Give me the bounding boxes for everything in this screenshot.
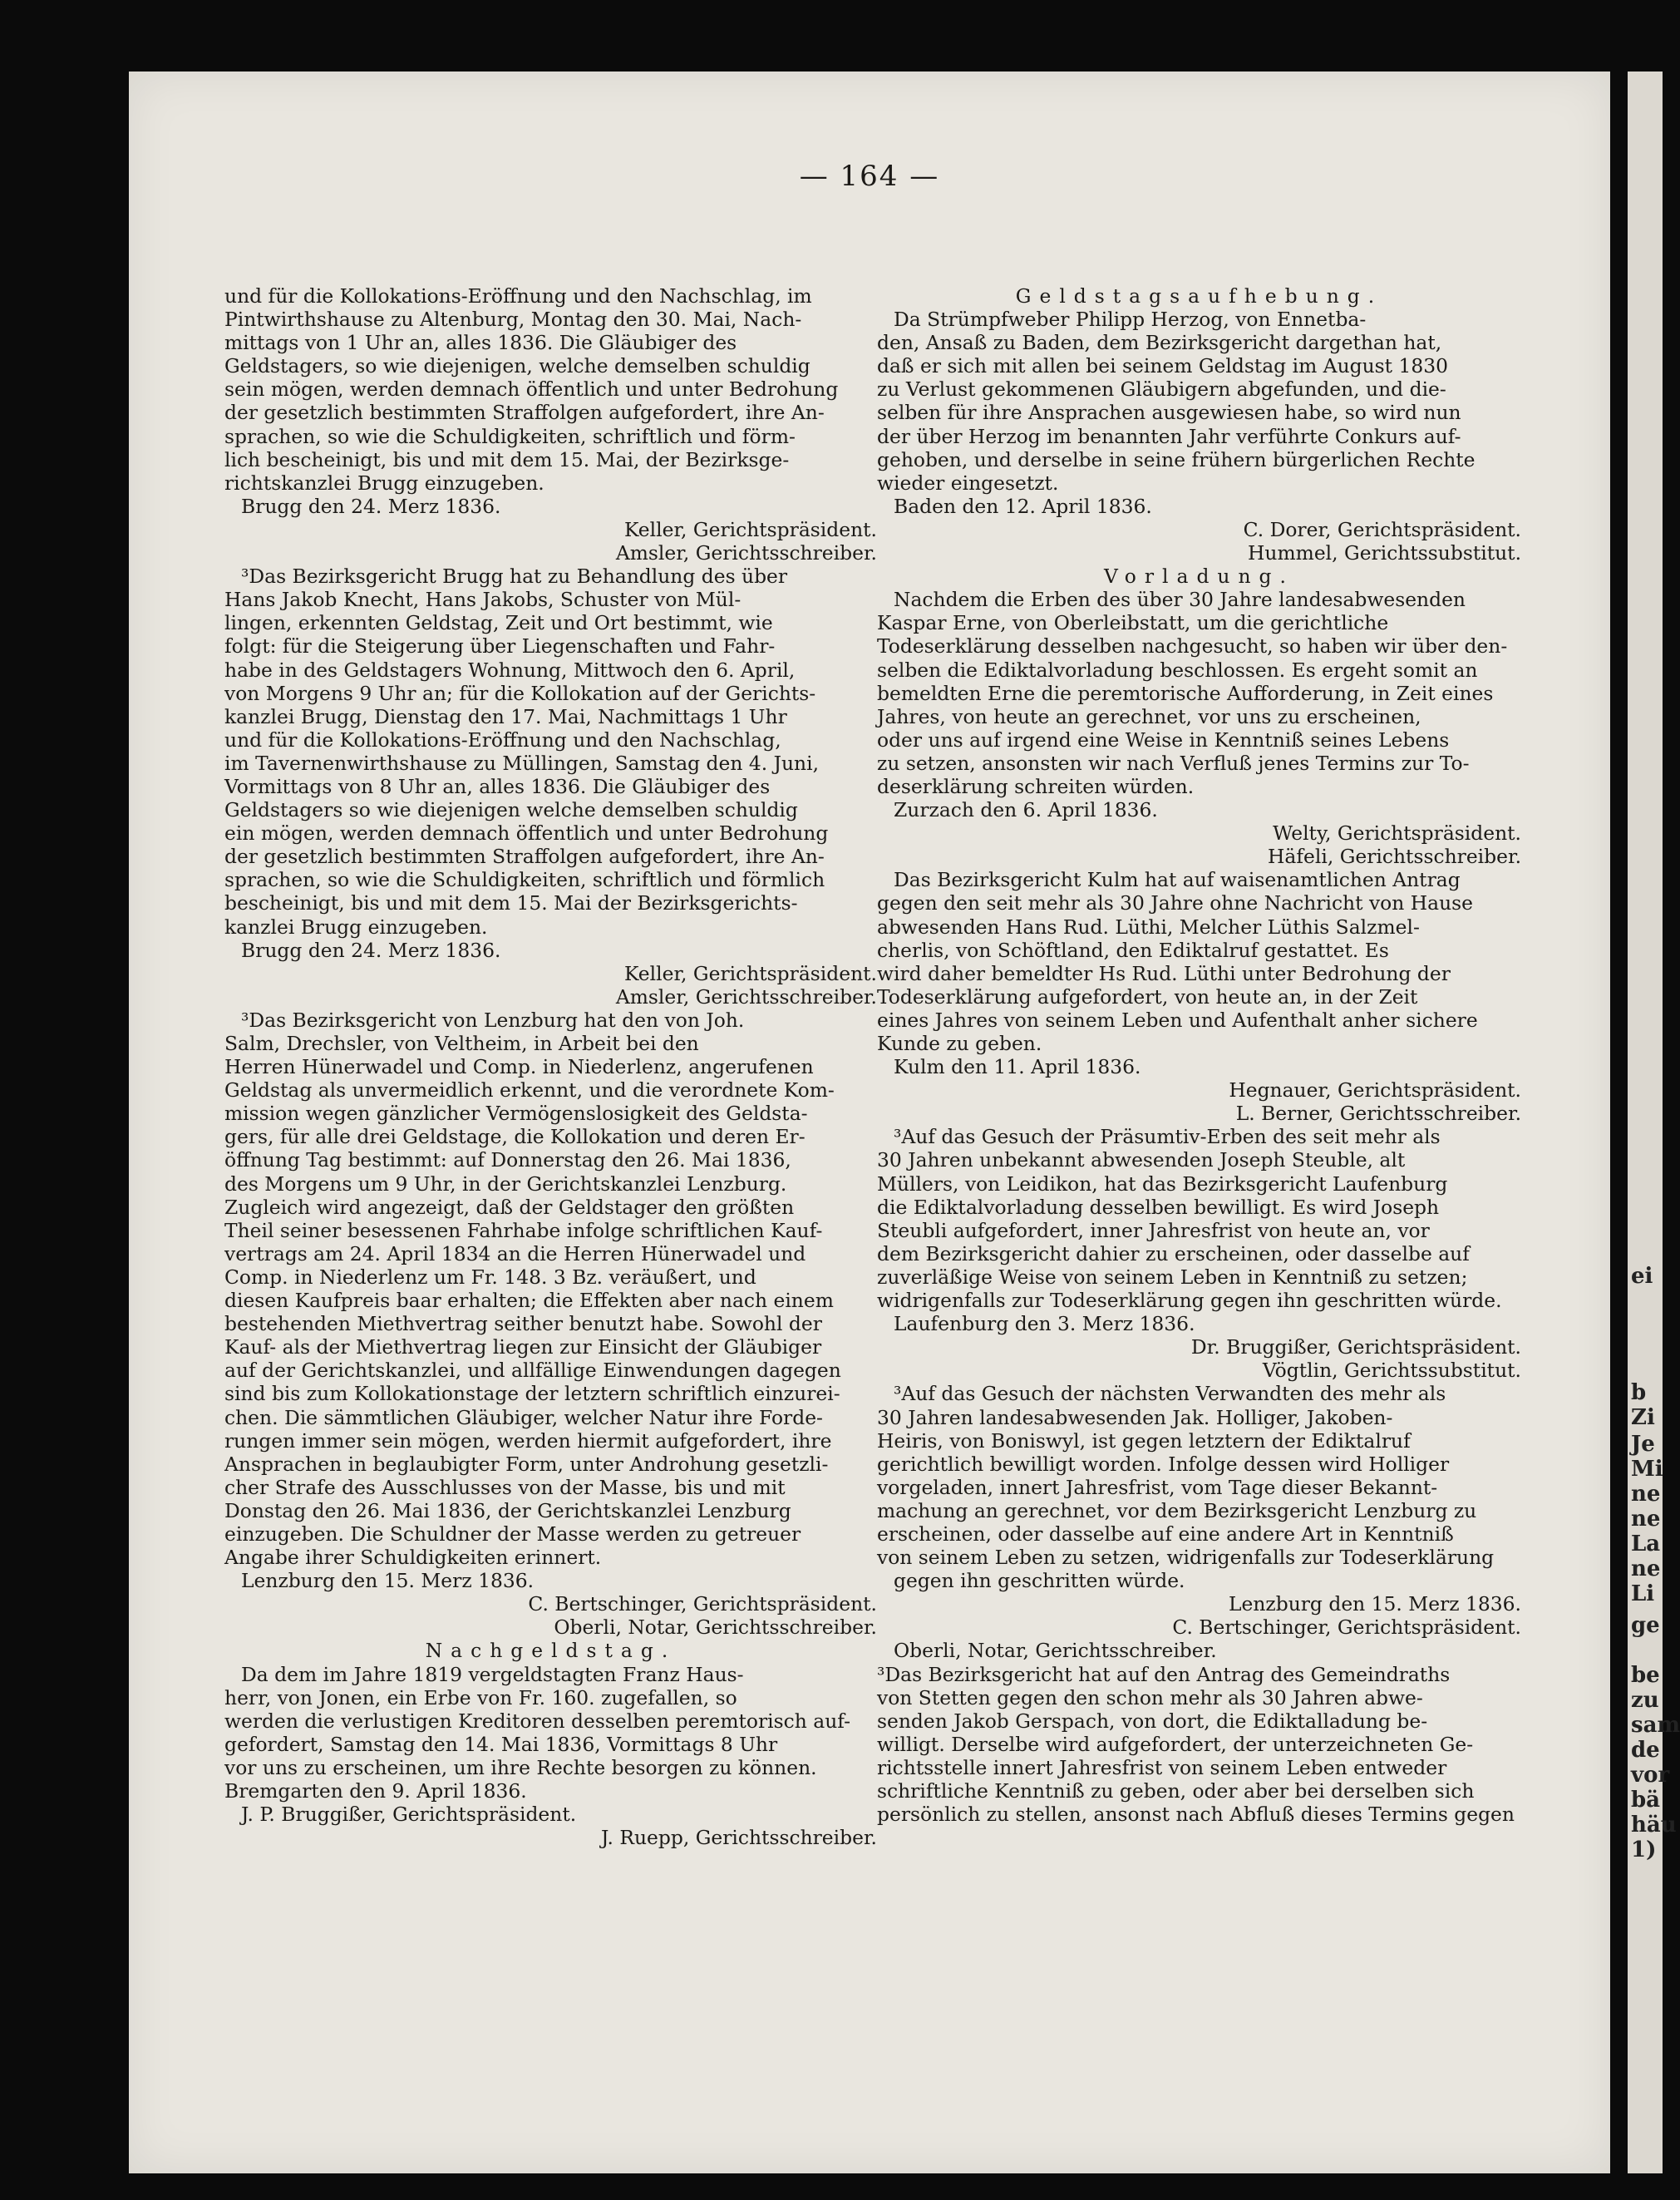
- text-line: zuverläßige Weise von seinem Leben in Kenntniß zu setzen;: [877, 1265, 1468, 1289]
- text-line: ³Das Bezirksgericht Brugg hat zu Behandlung des über: [241, 565, 788, 589]
- text-line: Ansprachen in beglaubigter Form, unter Androhung gesetzli-: [224, 1452, 829, 1476]
- text-line: dem Bezirksgericht dahier zu erscheinen, oder dasselbe auf: [877, 1241, 1470, 1265]
- text-line: ³Auf das Gesuch der nächsten Verwandten des mehr als: [894, 1382, 1446, 1406]
- text-line: 30 Jahren landesabwesenden Jak. Holliger, Jakoben-: [877, 1405, 1393, 1429]
- text-line: diesen Kaufpreis baar erhalten; die Effekten aber nach einem: [224, 1289, 834, 1313]
- text-line: Todeserklärung aufgefordert, von heute an, in der Zeit: [877, 984, 1418, 1009]
- text-line: wird daher bemeldter Hs Rud. Lüthi unter Bedrohung der: [877, 961, 1451, 985]
- text-line: gefordert, Samstag den 14. Mai 1836, Vormittags 8 Uhr: [224, 1732, 778, 1756]
- text-line: persönlich zu stellen, ansonst nach Abfluß dieses Termins gegen: [877, 1803, 1515, 1827]
- text-line: Baden den 12. April 1836.: [894, 494, 1152, 518]
- text-line: Oberli, Notar, Gerichtsschreiber.: [554, 1615, 877, 1640]
- text-line: C. Dorer, Gerichtspräsident.: [1243, 517, 1521, 541]
- text-line: vertrags am 24. April 1834 an die Herren Hünerwadel und: [224, 1241, 806, 1265]
- text-line: auf der Gerichtskanzlei, und allfällige Einwendungen dagegen: [224, 1359, 841, 1383]
- next-page-edge: [1628, 72, 1680, 2173]
- text-line: Müllers, von Leidikon, hat das Bezirksgericht Laufenburg: [877, 1172, 1448, 1196]
- text-line: der gesetzlich bestimmten Straffolgen aufgefordert, ihre An-: [224, 401, 825, 425]
- text-line: Keller, Gerichtspräsident.: [623, 517, 877, 541]
- text-line: C. Bertschinger, Gerichtspräsident.: [528, 1592, 877, 1616]
- text-line: wieder eingesetzt.: [877, 471, 1059, 495]
- text-line: zu setzen, ansonsten wir nach Verfluß jenes Termins zur To-: [877, 751, 1470, 775]
- text-line: sind bis zum Kollokationstage der letztern schriftlich einzurei-: [224, 1382, 840, 1406]
- text-line: J. Ruepp, Gerichtsschreiber.: [600, 1826, 877, 1850]
- text-line: vorgeladen, innert Jahresfrist, vom Tage dieser Bekannt-: [877, 1475, 1438, 1499]
- text-line: deserklärung schreiten würden.: [877, 774, 1195, 798]
- edge-text-fragment: ne: [1631, 1507, 1661, 1532]
- text-line: Zugleich wird angezeigt, daß der Geldstager den größten: [224, 1195, 795, 1219]
- text-line: Hummel, Gerichtssubstitut.: [1248, 541, 1521, 565]
- text-line: selben für ihre Ansprachen ausgewiesen habe, so wird nun: [877, 401, 1461, 425]
- text-line: eines Jahres von seinem Leben und Aufenthalt anher sichere: [877, 1008, 1478, 1032]
- text-line: Lenzburg den 15. Merz 1836.: [241, 1569, 535, 1593]
- edge-text-fragment: ei: [1631, 1264, 1653, 1289]
- text-line: Das Bezirksgericht Kulm hat auf waisenamtlichen Antrag: [894, 868, 1461, 892]
- text-line: selben die Ediktalvorladung beschlossen. Es ergeht somit an: [877, 658, 1478, 682]
- text-line: ³Das Bezirksgericht von Lenzburg hat den von Joh.: [241, 1008, 745, 1032]
- text-line: bescheinigt, bis und mit dem 15. Mai der Bezirksgerichts-: [224, 891, 798, 915]
- text-line: Theil seiner besessenen Fahrhabe infolge schriftlichen Kauf-: [224, 1218, 823, 1242]
- edge-text-fragment: Zi: [1631, 1405, 1655, 1430]
- text-line: Steubli aufgefordert, inner Jahresfrist von heute an, vor: [877, 1218, 1430, 1242]
- text-line: Herren Hünerwadel und Comp. in Niederlenz, angerufenen: [224, 1055, 814, 1079]
- text-line: Keller, Gerichtspräsident.: [623, 961, 877, 985]
- text-line: Pintwirthshause zu Altenburg, Montag den 30. Mai, Nach-: [224, 308, 802, 332]
- text-line: 30 Jahren unbekannt abwesenden Joseph Steuble, alt: [877, 1148, 1406, 1172]
- edge-text-fragment: Li: [1631, 1581, 1655, 1606]
- text-line: kanzlei Brugg einzugeben.: [224, 915, 488, 939]
- text-line: Hans Jakob Knecht, Hans Jakobs, Schuster von Mül-: [224, 588, 741, 612]
- text-line: Comp. in Niederlenz um Fr. 148. 3 Bz. veräußert, und: [224, 1265, 756, 1289]
- text-line: Häfeli, Gerichtsschreiber.: [1268, 845, 1521, 869]
- text-line: Laufenburg den 3. Merz 1836.: [894, 1312, 1195, 1336]
- text-line: Oberli, Notar, Gerichtsschreiber.: [894, 1639, 1217, 1663]
- text-line: C. Bertschinger, Gerichtspräsident.: [1172, 1615, 1521, 1640]
- text-line: Kaspar Erne, von Oberleibstatt, um die gerichtliche: [877, 611, 1389, 635]
- edge-text-fragment: Mi: [1631, 1457, 1663, 1482]
- edge-text-fragment: vor: [1631, 1763, 1670, 1788]
- text-line: machung an gerechnet, vor dem Bezirksgericht Lenzburg zu: [877, 1498, 1477, 1522]
- text-line: senden Jakob Gerspach, von dort, die Ediktalladung be-: [877, 1709, 1428, 1733]
- edge-text-fragment: ge: [1631, 1613, 1660, 1638]
- edge-text-fragment: be: [1631, 1663, 1660, 1688]
- text-line: Jahres, von heute an gerechnet, vor uns zu erscheinen,: [877, 704, 1421, 728]
- text-line: ein mögen, werden demnach öffentlich und unter Bedrohung: [224, 821, 829, 846]
- text-line: gerichtlich bewilligt worden. Infolge dessen wird Holliger: [877, 1452, 1450, 1476]
- text-line: von Morgens 9 Uhr an; für die Kollokation auf der Gerichts-: [224, 681, 816, 705]
- text-line: richtskanzlei Brugg einzugeben.: [224, 471, 544, 495]
- text-line: J. P. Bruggißer, Gerichtspräsident.: [241, 1803, 577, 1827]
- text-line: ³Das Bezirksgericht hat auf den Antrag des Gemeindraths: [877, 1662, 1451, 1686]
- text-line: rungen immer sein mögen, werden hiermit aufgefordert, ihre: [224, 1428, 832, 1453]
- edge-text-fragment: La: [1631, 1532, 1661, 1556]
- text-line: Da dem im Jahre 1819 vergeldstagten Franz Haus-: [241, 1662, 744, 1686]
- text-line: widrigenfalls zur Todeserklärung gegen ihn geschritten würde.: [877, 1289, 1502, 1313]
- text-line: Da Strümpfweber Philipp Herzog, von Ennetba-: [894, 308, 1367, 332]
- edge-text-fragment: de: [1631, 1738, 1660, 1763]
- text-line: Brugg den 24. Merz 1836.: [241, 938, 501, 962]
- text-line: Heiris, von Boniswyl, ist gegen letztern der Ediktalruf: [877, 1428, 1411, 1453]
- text-line: einzugeben. Die Schuldner der Masse werden zu getreuer: [224, 1522, 801, 1546]
- text-line: chen. Die sämmtlichen Gläubiger, welcher Natur ihre Forde-: [224, 1405, 823, 1429]
- text-line: sprachen, so wie die Schuldigkeiten, schriftlich und förm-: [224, 424, 796, 448]
- text-line: Geldstag als unvermeidlich erkennt, und die verordnete Kom-: [224, 1078, 835, 1102]
- text-line: bestehenden Miethvertrag seither benutzt habe. Sowohl der: [224, 1312, 822, 1336]
- right-column: [877, 284, 1521, 1826]
- text-line: Nachgeldstag.: [425, 1639, 677, 1663]
- text-line: bemeldten Erne die peremtorische Aufforderung, in Zeit eines: [877, 681, 1494, 705]
- text-line: folgt: für die Steigerung über Liegenschaften und Fahr-: [224, 634, 776, 659]
- text-line: cher Strafe des Ausschlusses von der Masse, bis und mit: [224, 1475, 786, 1499]
- text-line: vor uns zu erscheinen, um ihre Rechte besorgen zu können.: [224, 1755, 817, 1779]
- newspaper-page: [129, 72, 1610, 2173]
- text-line: Nachdem die Erben des über 30 Jahre landesabwesenden: [894, 588, 1466, 612]
- text-line: des Morgens um 9 Uhr, in der Gerichtskanzlei Lenzburg.: [224, 1172, 787, 1196]
- text-line: willigt. Derselbe wird aufgefordert, der unterzeichneten Ge-: [877, 1732, 1474, 1756]
- text-line: mittags von 1 Uhr an, alles 1836. Die Gläubiger des: [224, 331, 737, 355]
- text-line: mission wegen gänzlicher Vermögenslosigkeit des Geldsta-: [224, 1102, 808, 1126]
- text-line: gehoben, und derselbe in seine frühern bürgerlichen Rechte: [877, 447, 1476, 471]
- text-line: Vormittags von 8 Uhr an, alles 1836. Die Gläubiger des: [224, 774, 771, 798]
- text-line: gegen ihn geschritten würde.: [894, 1569, 1185, 1593]
- text-line: Bremgarten den 9. April 1836.: [224, 1779, 527, 1803]
- text-line: von seinem Leben zu setzen, widrigenfalls zur Todeserklärung: [877, 1546, 1495, 1570]
- text-line: den, Ansaß zu Baden, dem Bezirksgericht dargethan hat,: [877, 331, 1442, 355]
- text-line: die Ediktalvorladung desselben bewilligt. Es wird Joseph: [877, 1195, 1440, 1219]
- edge-text-fragment: ne: [1631, 1482, 1661, 1507]
- text-line: und für die Kollokations-Eröffnung und den Nachschlag,: [224, 728, 781, 752]
- text-line: gers, für alle drei Geldstage, die Kollokation und deren Er-: [224, 1125, 806, 1149]
- text-line: Salm, Drechsler, von Veltheim, in Arbeit bei den: [224, 1032, 699, 1055]
- text-line: ³Auf das Gesuch der Präsumtiv-Erben des seit mehr als: [894, 1125, 1441, 1149]
- edge-text-fragment: bä: [1631, 1788, 1661, 1813]
- text-line: öffnung Tag bestimmt: auf Donnerstag den 26. Mai 1836,: [224, 1148, 791, 1172]
- text-line: kanzlei Brugg, Dienstag den 17. Mai, Nachmittags 1 Uhr: [224, 704, 787, 728]
- edge-text-fragment: Je: [1631, 1432, 1655, 1457]
- text-line: von Stetten gegen den schon mehr als 30 Jahren abwe-: [877, 1685, 1423, 1709]
- text-line: im Tavernenwirthshause zu Müllingen, Samstag den 4. Juni,: [224, 751, 820, 775]
- text-line: Geldstagers, so wie diejenigen, welche demselben schuldig: [224, 354, 810, 378]
- text-line: cherlis, von Schöftland, den Ediktalruf gestattet. Es: [877, 938, 1389, 962]
- text-line: Brugg den 24. Merz 1836.: [241, 494, 501, 518]
- text-line: Vorladung.: [1104, 565, 1294, 589]
- text-line: Geldstagers so wie diejenigen welche demselben schuldig: [224, 798, 798, 822]
- text-line: Welty, Gerichtspräsident.: [1273, 821, 1521, 846]
- text-line: lich bescheinigt, bis und mit dem 15. Mai, der Bezirksge-: [224, 447, 790, 471]
- text-line: oder uns auf irgend eine Weise in Kenntniß seines Lebens: [877, 728, 1450, 752]
- edge-text-fragment: ne: [1631, 1556, 1661, 1581]
- text-line: sein mögen, werden demnach öffentlich und unter Bedrohung: [224, 377, 839, 402]
- text-line: habe in des Geldstagers Wohnung, Mittwoch den 6. April,: [224, 658, 796, 682]
- text-line: lingen, erkennten Geldstag, Zeit und Ort bestimmt, wie: [224, 611, 773, 635]
- text-line: Amsler, Gerichtsschreiber.: [615, 541, 877, 565]
- text-line: Geldstagsaufhebung.: [1015, 284, 1383, 308]
- text-line: Dr. Bruggißer, Gerichtspräsident.: [1190, 1335, 1521, 1359]
- text-line: Kunde zu geben.: [877, 1032, 1042, 1055]
- text-line: zu Verlust gekommenen Gläubigern abgefunden, und die-: [877, 377, 1446, 402]
- text-line: der gesetzlich bestimmten Straffolgen aufgefordert, ihre An-: [224, 845, 825, 869]
- edge-text-fragment: sam: [1631, 1713, 1680, 1738]
- text-line: richtsstelle innert Jahresfrist von seinem Leben entweder: [877, 1755, 1447, 1779]
- text-line: Kauf- als der Miethvertrag liegen zur Einsicht der Gläubiger: [224, 1335, 822, 1359]
- text-line: Kulm den 11. April 1836.: [894, 1055, 1141, 1079]
- text-line: Amsler, Gerichtsschreiber.: [615, 984, 877, 1009]
- edge-text-fragment: zu: [1631, 1688, 1659, 1713]
- text-line: Vögtlin, Gerichtssubstitut.: [1262, 1359, 1521, 1383]
- text-line: herr, von Jonen, ein Erbe von Fr. 160. zugefallen, so: [224, 1685, 737, 1709]
- text-line: Angabe ihrer Schuldigkeiten erinnert.: [224, 1546, 602, 1570]
- text-line: der über Herzog im benannten Jahr verführte Conkurs auf-: [877, 424, 1461, 448]
- edge-text-fragment: b: [1631, 1380, 1647, 1405]
- page-number: — 164 —: [799, 160, 940, 193]
- text-line: sprachen, so wie die Schuldigkeiten, schriftlich und förmlich: [224, 868, 825, 892]
- text-line: Todeserklärung desselben nachgesucht, so haben wir über den-: [877, 634, 1508, 659]
- text-line: Zurzach den 6. April 1836.: [894, 798, 1158, 822]
- left-column: [224, 284, 877, 1849]
- text-line: Hegnauer, Gerichtspräsident.: [1229, 1078, 1521, 1102]
- text-line: daß er sich mit allen bei seinem Geldstag im August 1830: [877, 354, 1449, 378]
- text-line: erscheinen, oder dasselbe auf eine andere Art in Kenntniß: [877, 1522, 1454, 1546]
- text-line: Lenzburg den 15. Merz 1836.: [1228, 1592, 1521, 1616]
- text-line: L. Berner, Gerichtsschreiber.: [1235, 1102, 1521, 1126]
- text-line: gegen den seit mehr als 30 Jahre ohne Nachricht von Hause: [877, 891, 1474, 915]
- text-line: abwesenden Hans Rud. Lüthi, Melcher Lüthis Salzmel-: [877, 915, 1420, 939]
- text-line: Donstag den 26. Mai 1836, der Gerichtskanzlei Lenzburg: [224, 1498, 791, 1522]
- text-line: schriftliche Kenntniß zu geben, oder aber bei derselben sich: [877, 1779, 1475, 1803]
- text-line: werden die verlustigen Kreditoren desselben peremtorisch auf-: [224, 1709, 850, 1733]
- edge-text-fragment: 1): [1631, 1837, 1657, 1862]
- text-line: und für die Kollokations-Eröffnung und den Nachschlag, im: [224, 284, 812, 308]
- edge-text-fragment: häu: [1631, 1813, 1677, 1837]
